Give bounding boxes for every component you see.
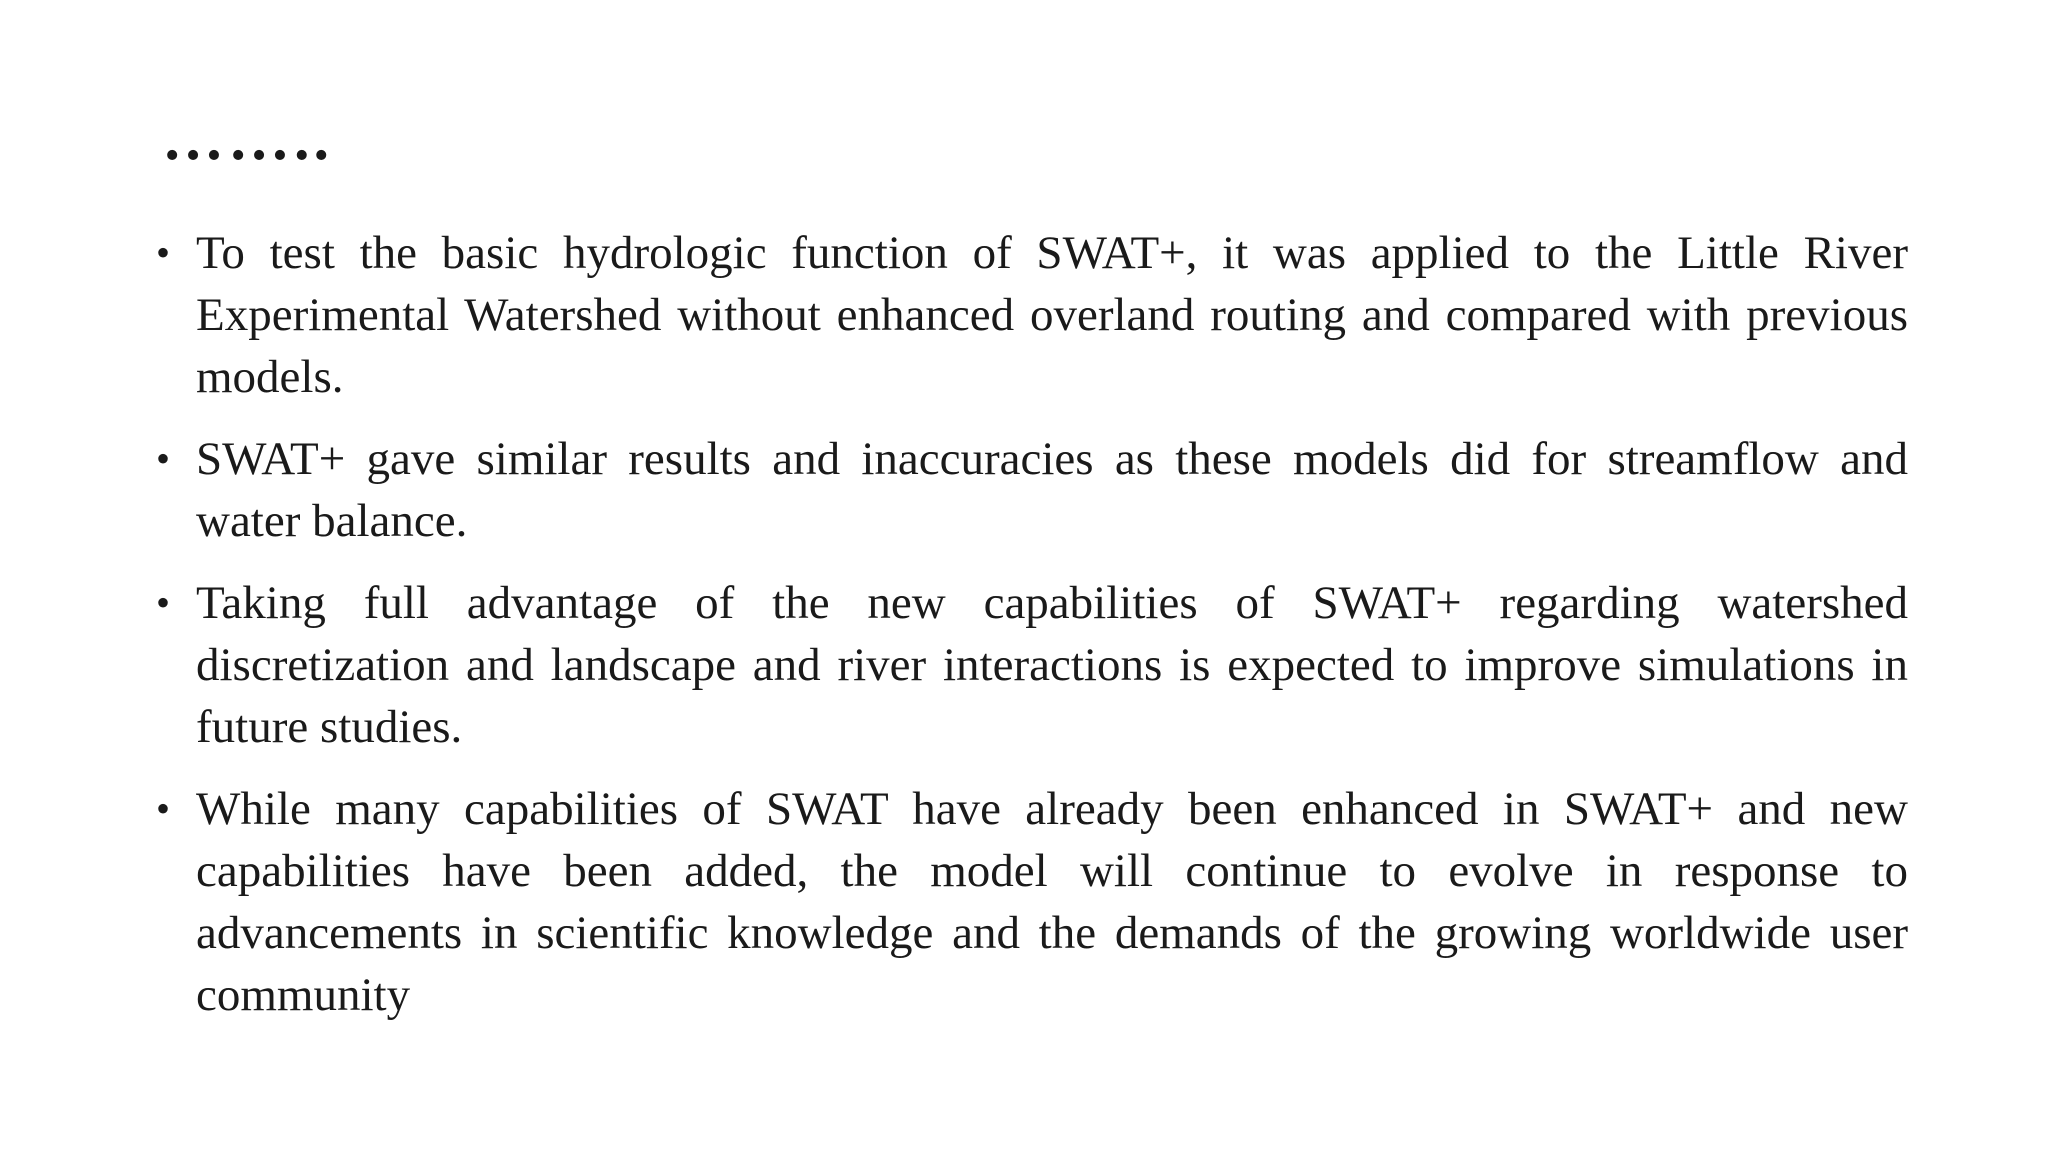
bullet-item [152, 572, 1908, 758]
bullet-item [152, 778, 1908, 1026]
bullet-icon: • [156, 230, 171, 275]
bullet-text: While many capabilities of SWAT have already been enhanced in SWAT+ and new capabilities have been added, the model will continue to evolve in response to advancements in scientific knowledge and the demands of the growing worldwide user community [196, 783, 1908, 1021]
bullet-icon: • [156, 786, 171, 831]
bullet-text: Taking full advantage of the new capabilities of SWAT+ regarding watershed discretization and landscape and river interactions is expected to improve simulations in future studies. [196, 577, 1908, 753]
bullet-icon: • [156, 580, 171, 625]
slide-title: …….. [162, 105, 333, 173]
bullet-item [152, 222, 1908, 408]
bullet-icon: • [156, 436, 171, 481]
bullet-text: To test the basic hydrologic function of SWAT+, it was applied to the Little River Experimental Watershed without enhanced overland routing and compared with previous models. [196, 227, 1908, 403]
bullet-text: SWAT+ gave similar results and inaccuracies as these models did for streamflow and water balance. [196, 433, 1908, 547]
bullet-list [152, 222, 1908, 1046]
bullet-item [152, 428, 1908, 552]
